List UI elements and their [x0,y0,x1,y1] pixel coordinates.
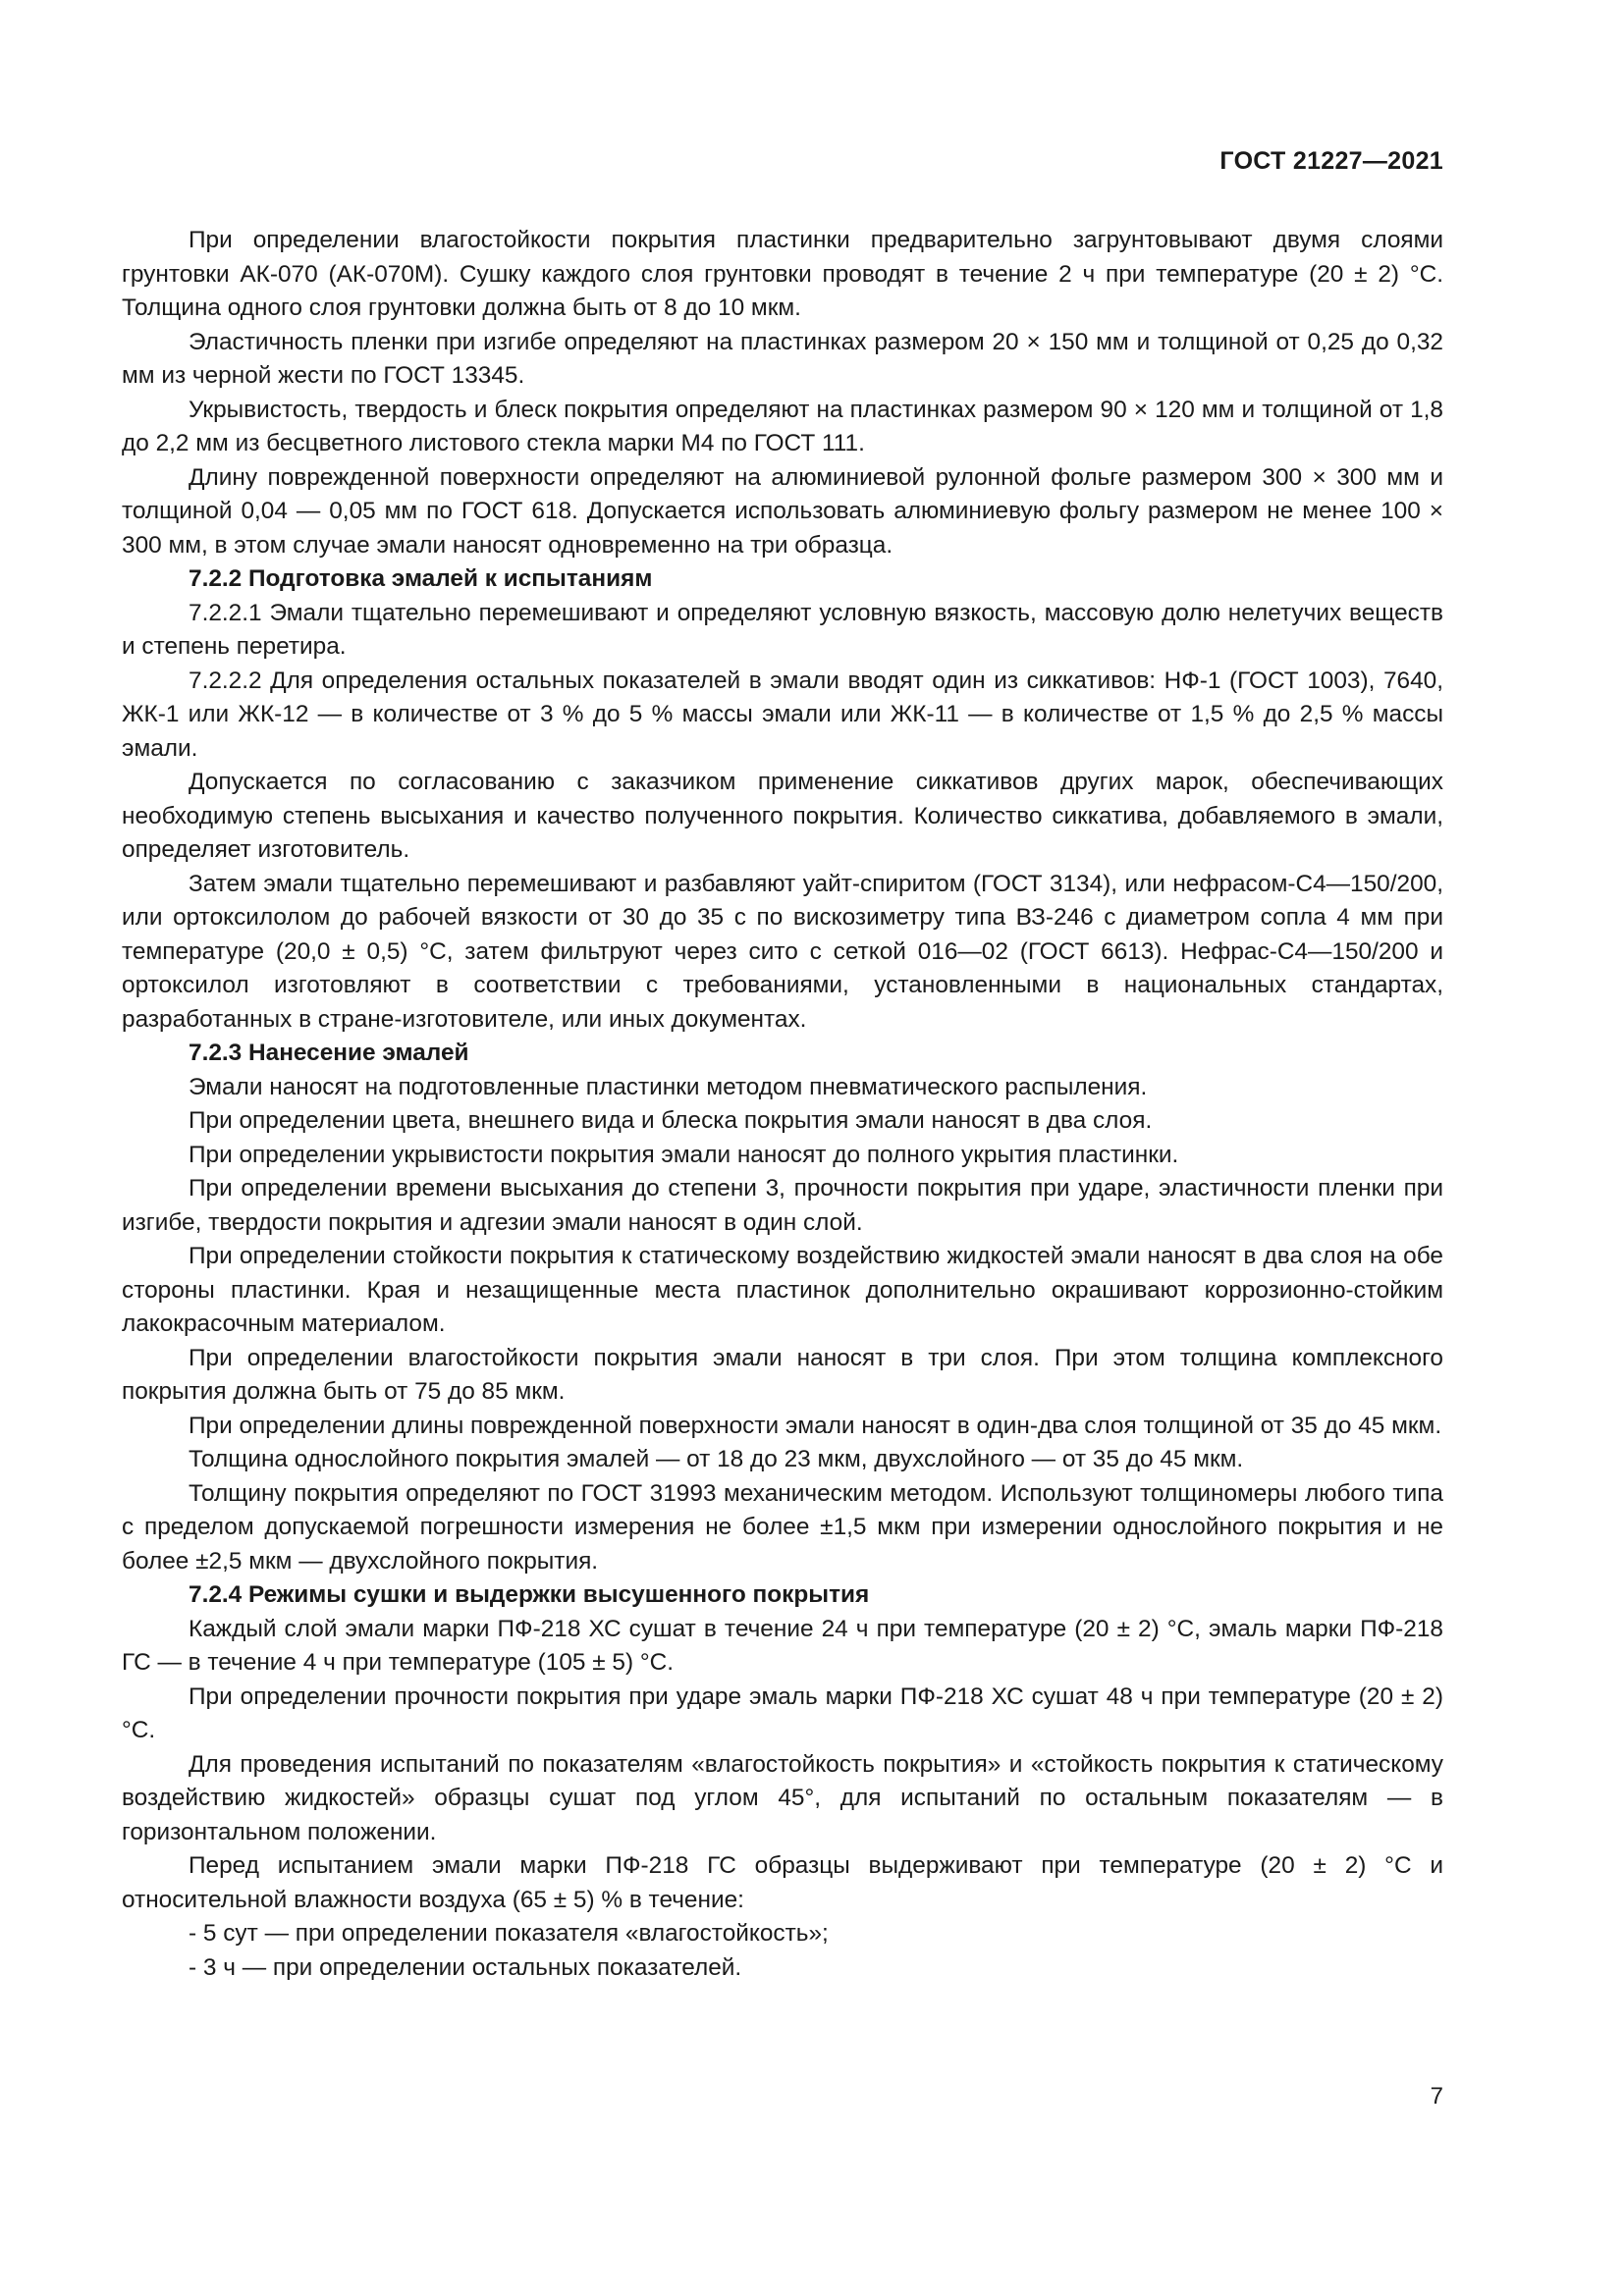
paragraph: При определении цвета, внешнего вида и блеска покрытия эмали наносят в два слоя. [189,1107,1153,1134]
paragraph: Перед испытанием эмали марки ПФ-218 ГС образцы выдерживают при температуре (20 ± 2) °С и относительной влажности воздуха (65 ± 5) % в течение: [122,1852,1443,1913]
paragraph: При определении времени высыхания до степени 3, прочности покрытия при ударе, эластичности пленки при изгибе, твердости покрытия и адгезии эмали наносят в один слой. [122,1175,1443,1236]
paragraph: Толщину покрытия определяют по ГОСТ 31993 механическим методом. Используют толщиномеры любого типа с пределом допускаемой погрешности измерения не более ±1,5 мкм при измерении однослойного покрытия и не более ±2,5 мкм — двухслойного покрытия. [122,1479,1443,1575]
document-id-header: ГОСТ 21227—2021 [1219,147,1443,175]
section-heading: 7.2.4 Режимы сушки и выдержки высушенного покрытия [189,1581,870,1608]
paragraph: 7.2.2.2 Для определения остальных показателей в эмали вводят один из сиккативов: НФ-1 (ГОСТ 1003), 7640, ЖК-1 или ЖК-12 — в количестве от 3 % до 5 % массы эмали или ЖК-11 — в количестве от 1,5 % до 2,5 % массы эмали. [122,667,1443,762]
list-item: - 5 сут — при определении показателя «влагостойкость»; [189,1920,829,1947]
paragraph: 7.2.2.1 Эмали тщательно перемешивают и определяют условную вязкость, массовую долю нелетучих веществ и степень перетира. [122,599,1443,660]
section-heading: 7.2.2 Подготовка эмалей к испытаниям [189,565,653,592]
paragraph: При определении укрывистости покрытия эмали наносят до полного укрытия пластинки. [189,1141,1179,1168]
page-number: 7 [1430,2083,1443,2109]
paragraph: При определении влагостойкости покрытия пластинки предварительно загрунтовывают двумя слоями грунтовки АК-070 (АК-070М). Сушку каждого слоя грунтовки проводят в течение 2 ч при температуре (20 ± 2) °С. Толщина одного слоя грунтовки должна быть от 8 до 10 мкм. [122,227,1443,321]
paragraph: Каждый слой эмали марки ПФ-218 ХС сушат в течение 24 ч при температуре (20 ± 2) °С, эмаль марки ПФ-218 ГС — в течение 4 ч при температуре (105 ± 5) °С. [122,1615,1443,1676]
paragraph: Укрывистость, твердость и блеск покрытия определяют на пластинках размером 90 × 120 мм и толщиной от 1,8 до 2,2 мм из бесцветного листового стекла марки М4 по ГОСТ 111. [122,396,1443,456]
paragraph: При определении длины поврежденной поверхности эмали наносят в один-два слоя толщиной от 35 до 45 мкм. [189,1412,1442,1439]
paragraph: При определении прочности покрытия при ударе эмаль марки ПФ-218 ХС сушат 48 ч при температуре (20 ± 2) °С. [122,1682,1443,1743]
paragraph: При определении стойкости покрытия к статическому воздействию жидкостей эмали наносят в два слоя на обе стороны пластинки. Края и незащищенные места пластинок дополнительно окрашивают коррозионно-стойким лакокрасочным материалом. [122,1243,1443,1337]
paragraph: При определении влагостойкости покрытия эмали наносят в три слоя. При этом толщина комплексного покрытия должна быть от 75 до 85 мкм. [122,1344,1443,1405]
paragraph: Затем эмали тщательно перемешивают и разбавляют уайт-спиритом (ГОСТ 3134), или нефрасом-С4—150/200, или ортоксилолом до рабочей вязкости от 30 до 35 с по вискозиметру типа ВЗ-246 с диаметром сопла 4 мм при температуре (20,0 ± 0,5) °С, затем фильтруют через сито с сеткой 016—02 (ГОСТ 6613). Нефрас-С4—150/200 и ортоксилол изготовляют в соответствии с требованиями, установленными в национальных стандартах, разработанных в стране-изготовителе, или иных документах. [122,870,1443,1033]
paragraph: Эмали наносят на подготовленные пластинки методом пневматического распыления. [189,1073,1148,1100]
paragraph: Толщина однослойного покрытия эмалей — от 18 до 23 мкм, двухслойного — от 35 до 45 мкм. [189,1446,1244,1472]
section-heading: 7.2.3 Нанесение эмалей [189,1040,469,1066]
list-item: - 3 ч — при определении остальных показателей. [189,1953,742,1981]
paragraph: Допускается по согласованию с заказчиком применение сиккативов других марок, обеспечивающих необходимую степень высыхания и качество полученного покрытия. Количество сиккатива, добавляемого в эмали, определяет изготовитель. [122,769,1443,863]
paragraph: Длину поврежденной поверхности определяют на алюминиевой рулонной фольге размером 300 × 300 мм и толщиной 0,04 — 0,05 мм по ГОСТ 618. Допускается использовать алюминиевую фольгу размером не менее 100 × 300 мм, в этом случае эмали наносят одновременно на три образца. [122,463,1443,559]
paragraph: Для проведения испытаний по показателям «влагостойкость покрытия» и «стойкость покрытия к статическому воздействию жидкостей» образцы сушат под углом 45°, для испытаний по остальным показателям — в горизонтальном положении. [122,1750,1443,1845]
paragraph: Эластичность пленки при изгибе определяют на пластинках размером 20 × 150 мм и толщиной от 0,25 до 0,32 мм из черной жести по ГОСТ 13345. [122,328,1443,389]
document-body [122,224,1443,1985]
